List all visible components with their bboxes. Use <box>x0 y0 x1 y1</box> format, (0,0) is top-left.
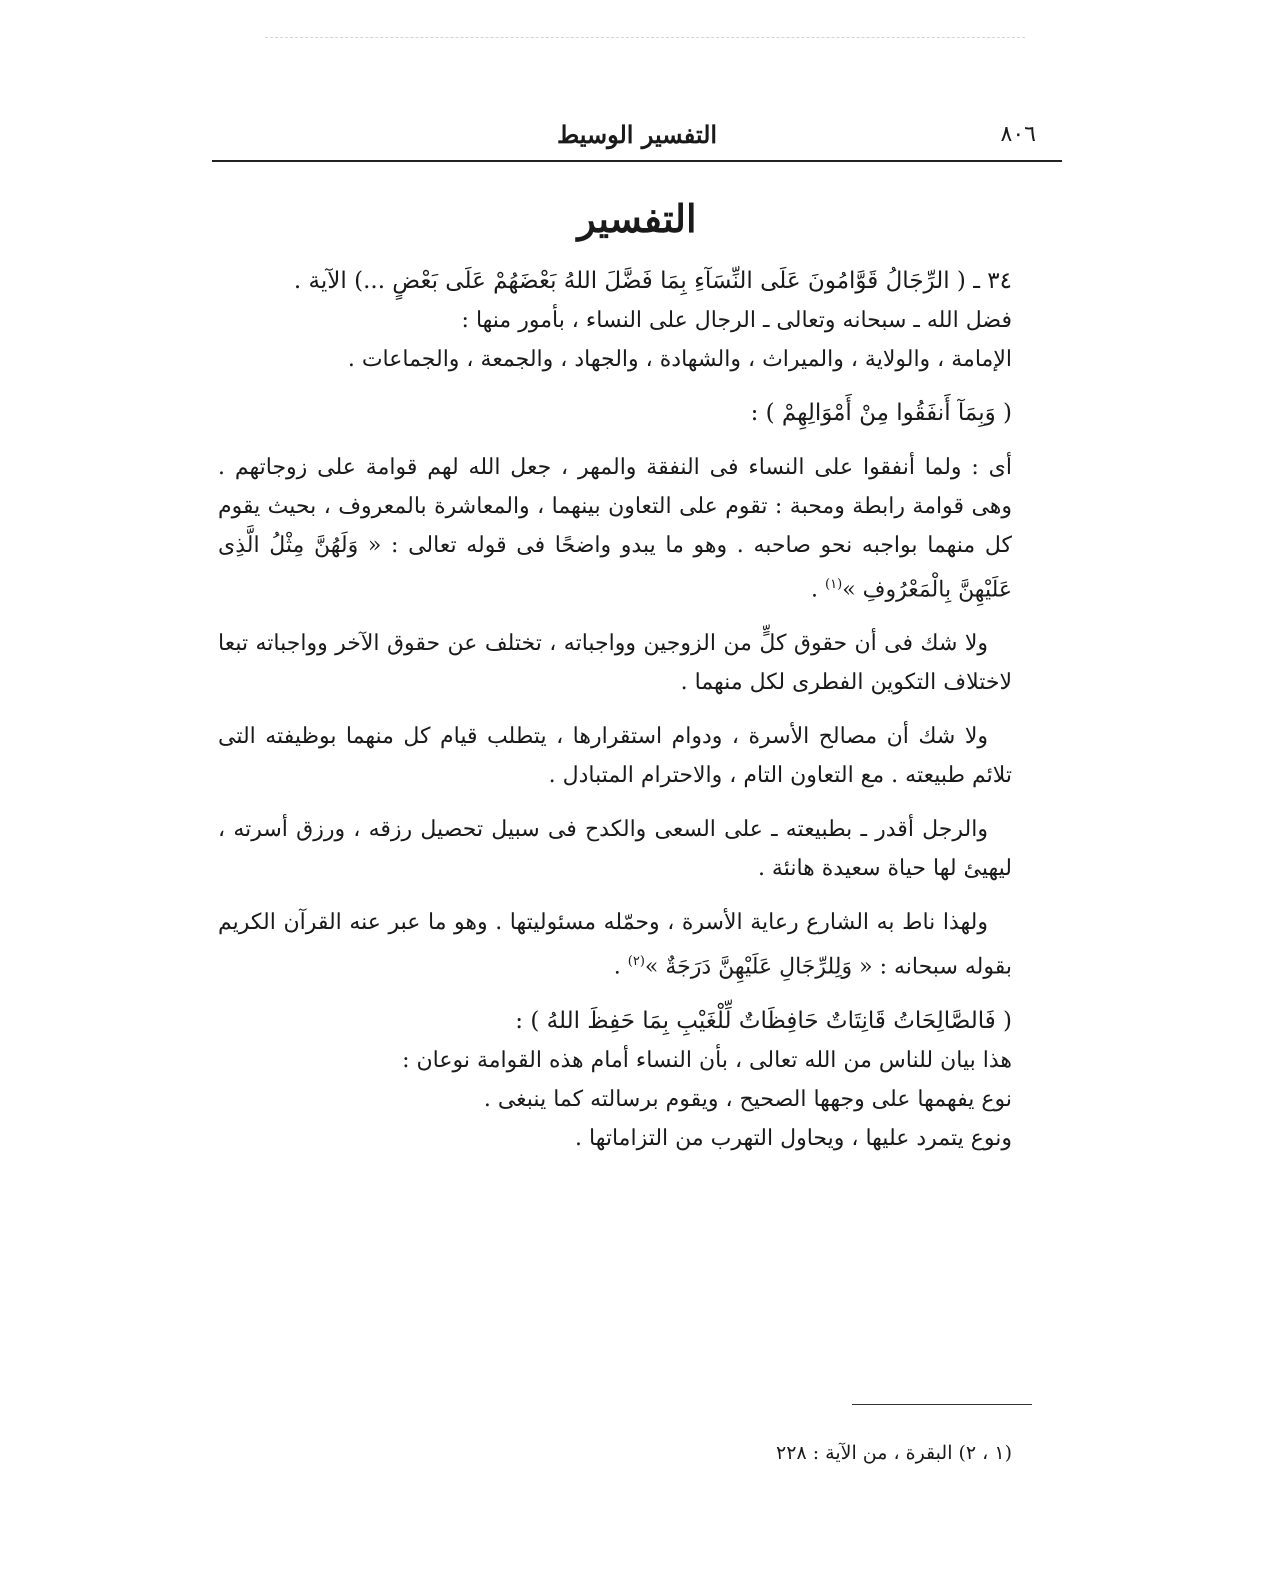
paragraph: هذا بيان للناس من الله تعالى ، بأن النساء أمام هذه القوامة نوعان : <box>402 1047 1012 1073</box>
paragraph: فضل الله ـ سبحانه وتعالى ـ الرجال على النساء ، بأمور منها : <box>461 308 1012 333</box>
paragraph-text: أى : ولما أنفقوا على النساء فى النفقة والمهر ، جعل الله لهم قوامة على زوجاتهم . وهى قوامة رابطة ومحبة : تقوم على التعاون بينهما ، والمعاشرة بالمعروف ، بحيث يقوم كل منهما بواجبه نحو صاحبه . وهو ما يبدو واضحًا فى قوله تعالى : « وَلَهُنَّ مِثْلُ الَّذِى عَلَيْهِنَّ بِالْمَعْرُوفِ » <box>218 455 1012 603</box>
paragraph: والرجل أقدر ـ بطبيعته ـ على السعى والكدح فى سبيل تحصيل رزقه ، ورزق أسرته ، ليهيئ لها حياة سعيدة هانئة . <box>218 817 1012 882</box>
paragraph <box>218 903 1012 986</box>
scan-edge-line <box>265 37 1025 38</box>
section-title: التفسير <box>577 196 697 241</box>
footnote: (١ ، ٢) البقرة ، من الآية : ٢٢٨ <box>776 1442 1012 1464</box>
paragraph-text: ولهذا ناط به الشارع رعاية الأسرة ، وحمّله مسئوليتها . وهو ما عبر عنه القرآن الكريم بقوله سبحانه : « وَلِلرِّجَالِ عَلَيْهِنَّ دَرَجَةٌ » <box>218 910 1012 980</box>
paragraph: ولا شك فى أن حقوق كلٍّ من الزوجين وواجباته ، تختلف عن حقوق الآخر وواجباته تبعا لاختلاف التكوين الفطرى لكل منهما . <box>218 631 1012 696</box>
paragraph <box>218 448 1012 609</box>
footnote-rule <box>852 1404 1032 1405</box>
header-rule <box>212 160 1062 162</box>
verse-heading: ( فَالصَّالِحَاتُ قَانِتَاتٌ حَافِظَاتٌ لِّلْغَيْبِ بِمَا حَفِظَ اللهُ ) : <box>515 1007 1012 1034</box>
page-header <box>212 118 1062 152</box>
body-text <box>218 262 1012 1158</box>
verse-heading: ٣٤ ـ ( الرِّجَالُ قَوَّامُونَ عَلَى النِّسَآءِ بِمَا فَضَّلَ اللهُ بَعْضَهُمْ عَلَى بَعْضٍ ...) الآية . <box>293 268 1012 294</box>
paragraph-end: . <box>811 577 819 603</box>
footnote-ref: (٢) <box>627 954 645 970</box>
verse-heading: ( وَبِمَآ أَنفَقُوا مِنْ أَمْوَالِهِمْ ) : <box>750 400 1012 426</box>
paragraph: نوع يفهمها على وجهها الصحيح ، ويقوم برسالته كما ينبغى . <box>483 1086 1012 1112</box>
paragraph: ولا شك أن مصالح الأسرة ، ودوام استقرارها ، يتطلب قيام كل منهما بوظيفته التى تلائم طبيعته . مع التعاون التام ، والاحترام المتبادل . <box>218 724 1012 789</box>
footnote-ref: (١) <box>825 577 843 592</box>
paragraph: ونوع يتمرد عليها ، ويحاول التهرب من التزاماتها . <box>575 1125 1012 1151</box>
paragraph-end: . <box>613 954 621 980</box>
paragraph: الإمامة ، والولاية ، والميراث ، والشهادة ، والجهاد ، والجمعة ، والجماعات . <box>347 347 1012 372</box>
page-number: ٨٠٦ <box>1000 122 1036 147</box>
running-title: التفسير الوسيط <box>556 120 718 149</box>
